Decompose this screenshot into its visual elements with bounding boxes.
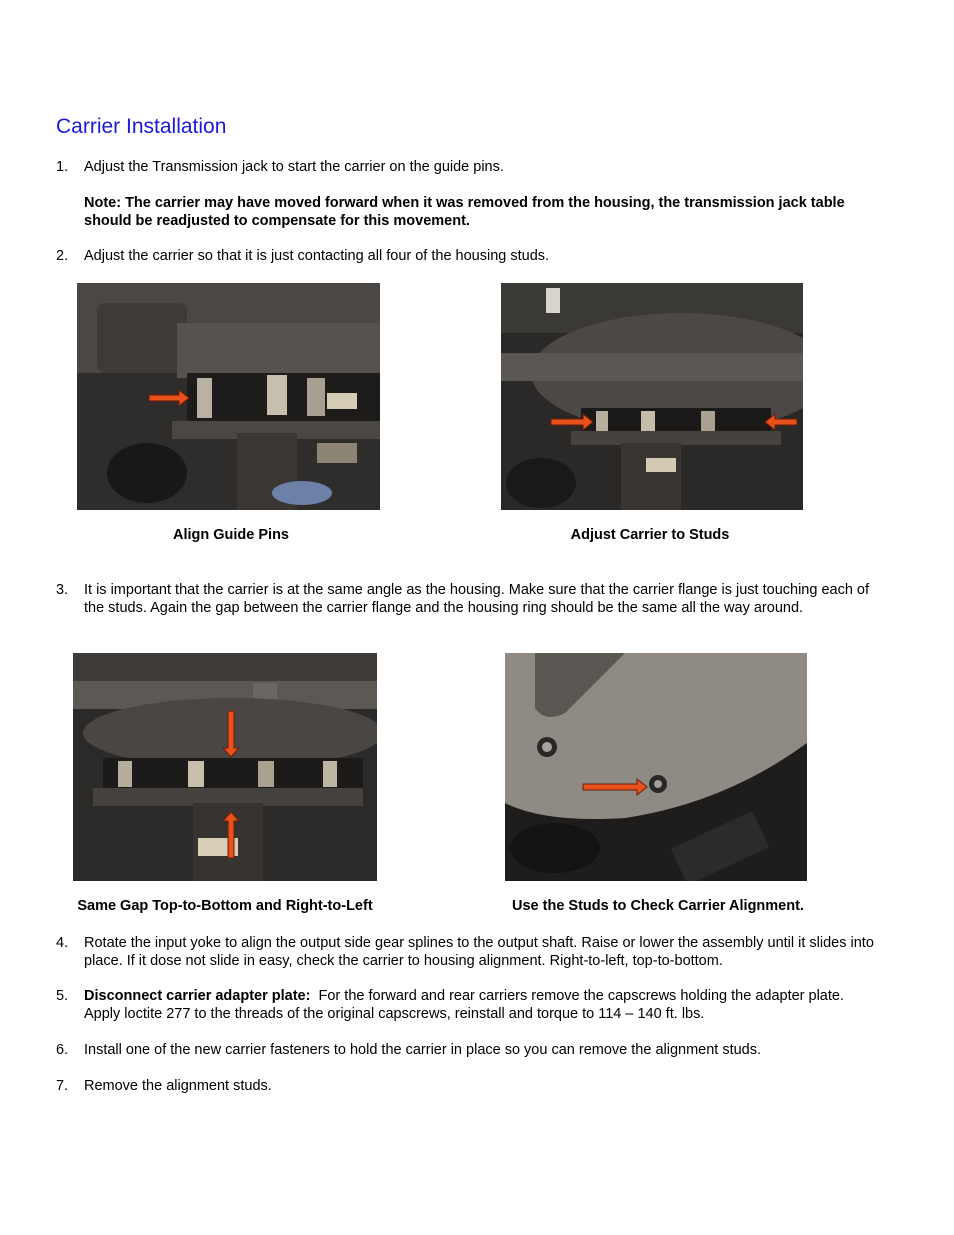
step-text: Adjust the carrier so that it is just contacting all four of the housing studs. <box>84 248 550 264</box>
step-6 <box>56 1041 876 1059</box>
step-3 <box>56 581 876 617</box>
step-number: 5. <box>56 988 69 1004</box>
step-text: Install one of the new carrier fasteners to hold the carrier in place so you can remove the alignment studs. <box>84 1042 762 1058</box>
step-7 <box>56 1077 876 1095</box>
step-number: 4. <box>56 935 69 951</box>
step-body: For the forward and rear carriers remove the capscrews holding the adapter plate. Apply loctite 277 to the threads of the original capscrews, reinstall and torque to 114 – 140 ft. lbs. <box>84 988 848 1022</box>
step-number: 2. <box>56 248 69 264</box>
photo-align-guide-pins <box>77 283 380 510</box>
step-text: Adjust the Transmission jack to start the carrier on the guide pins. <box>84 159 504 175</box>
photo-same-gap <box>73 653 377 881</box>
caption-adjust-carrier: Adjust Carrier to Studs <box>570 527 730 543</box>
photo-adjust-carrier <box>501 283 803 510</box>
caption-same-gap: Same Gap Top-to-Bottom and Right-to-Left <box>77 898 373 914</box>
step-text: Rotate the input yoke to align the output side gear splines to the output shaft. Raise or lower the assembly until it slides into place. If it dose not slide in easy, check the carrier to housing alignment. Right-to-left, top-to-bottom. <box>84 935 874 969</box>
step-number: 7. <box>56 1078 69 1094</box>
step-2 <box>56 247 876 265</box>
caption-align-guide-pins: Align Guide Pins <box>172 527 289 543</box>
step-text: Remove the alignment studs. <box>84 1078 272 1094</box>
photo-use-studs <box>505 653 807 881</box>
caption-use-studs: Use the Studs to Check Carrier Alignment. <box>512 898 804 914</box>
page-title: Carrier Installation <box>56 115 227 138</box>
step-number: 1. <box>56 159 69 175</box>
step-bold-label: Disconnect carrier adapter plate: <box>84 988 311 1004</box>
step-5 <box>56 987 876 1023</box>
step-text <box>84 987 876 1023</box>
step-number: 6. <box>56 1042 69 1058</box>
step-number: 3. <box>56 582 69 598</box>
step-4 <box>56 934 876 970</box>
step-text: It is important that the carrier is at the same angle as the housing. Make sure that the carrier flange is just touching each of the studs. Again the gap between the carrier flange and the housing ring should be the same all the way around. <box>84 582 870 616</box>
step-1 <box>56 158 876 176</box>
note-text: Note: The carrier may have moved forward when it was removed from the housing, the transmission jack table should be readjusted to compensate for this movement. <box>84 195 845 229</box>
